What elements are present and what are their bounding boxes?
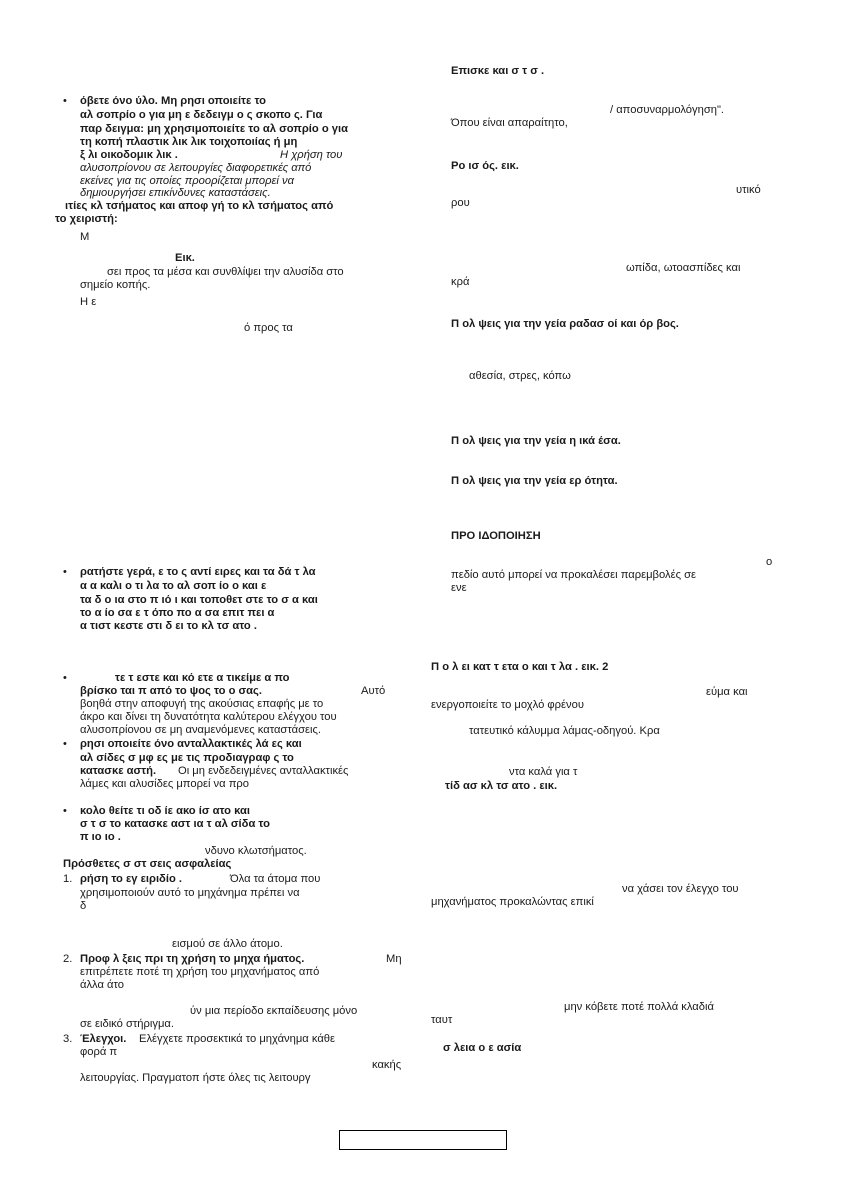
bullet1-line7: εκείνες για τις οποίες προορίζεται μπορεί να [80,175,294,187]
bullet3-line2b: Αυτό [361,685,386,697]
item2-number: 2. [63,953,73,965]
kickback-body-line4: σημείο κοπής. [80,279,151,291]
kickback-heading-line2: το χειριστή: [55,213,118,225]
right-line: ο [766,556,773,568]
bullet3-line5: αλυσοπρίονου σε μη αναμενόμενες καταστάσεις. [80,724,321,736]
bullet-marker: • [63,805,67,817]
bullet3-line1: τε τ εστε και κό ετε α τικείμε α πο [115,672,290,684]
bullet5-line2: σ τ σ το κατασκε αστ ια τ αλ σίδα το [80,818,270,830]
right-heading-kickback: τίδ ασ κλ τσ ατο . εικ. [445,780,558,792]
bullet4-line1: ρησι οποιείτε όνο ανταλλακτικές λά ες και [80,738,302,750]
right-heading-vibration-noise: Π ολ ψεις για την γεία ραδασ οί και όρ βος. [451,318,679,330]
right-line: υτικό [736,184,761,196]
kickback-body-line5: Η ε [80,296,97,308]
bullet1-line5a: ξ λι οικοδομικ λικ . [80,149,178,161]
item2-line3: άλλα άτο [80,979,125,991]
item1-line3: δ [80,900,87,912]
right-heading-maintenance: Επισκε και σ τ σ . [451,65,545,77]
bullet5-line1: κολο θείτε τι οδ ίε ακο ίσ ατο και [80,805,250,817]
item1-line1b: Όλα τα άτομα που [230,873,321,885]
right-line: να χάσει τον έλεγχο του [622,883,739,895]
right-line: ρου [451,197,470,209]
right-line: ταυτ [431,1014,453,1026]
right-heading-safety-work: σ λεια ο ε ασία [443,1042,522,1054]
bullet1-line5b: Η χρήση του [280,149,343,161]
bullet1-line4: τη κοπή πλαστικ λικ λικ τοιχοποιίας ή μη [80,136,298,148]
right-line: μην κόβετε ποτέ πολλά κλαδιά [564,1001,714,1013]
bullet2-line2: α α καλι ο τι λα το αλ σοπ ίο ο και ε [80,580,267,592]
right-heading-precautions-fig2: Π ο λ ει κατ τ ετα ο και τ λα . εικ. 2 [431,661,609,673]
bullet-marker: • [63,566,67,578]
item3-line3: κακής [372,1059,402,1071]
right-heading-chemicals: Π ολ ψεις για την γεία η ικά έσα. [451,435,621,447]
kickback-body-line2: Εικ. [175,252,195,264]
bullet4-line4: λάμες και αλυσίδες μπορεί να προ [80,778,250,790]
bullet-marker: • [63,672,67,684]
right-line: ωπίδα, ωτοασπίδες και [626,262,741,274]
bullet3-line4: άκρο και δίνει τη δυνατότητα καλύτερου ελέγχου του [80,711,337,723]
bullet2-line1: ρατήστε γερά, ε το ς αντί ειρες και τα δά τ λα [80,566,316,578]
item2-line4: ύν μια περίοδο εκπαίδευσης μόνο [190,1005,358,1017]
item3-line4: λειτουργίας. Πραγματοπ ήστε όλες τις λειτουργ [80,1072,311,1084]
right-line: / αποσυναρμολόγηση". [610,104,725,116]
right-line: εύμα και [706,686,748,698]
item2-line1b: Μη [386,953,402,965]
bullet4-line3a: κατασκε αστή. [80,765,157,777]
bullet-marker: • [63,738,67,750]
bullet2-line3: τα δ ο ια στο π ιό ι και τοποθετ στε το σ α και [80,594,318,606]
bullet5-line3: π ιο ιο . [80,831,121,843]
item3-line2: φορά π [80,1046,118,1058]
item3-line1a: Έλεγχοι. [80,1033,127,1045]
bullet4-line3b: Οι μη ενδεδειγμένες ανταλλακτικές [178,765,349,777]
kickback-body-line1: Μ [80,231,90,243]
bullet2-line5: α τιστ κεστε στι δ ει το κλ τσ ατο . [80,620,257,632]
right-heading-adjustment: Ρο ισ ός. εικ. [451,160,519,172]
bullet4-line2: αλ σίδες σ μφ ες με τις προδιαγραφ ς το [80,752,294,764]
kickback-heading-line1: ιτίες κλ τσήματος και αποφ γή το κλ τσήματος από [65,200,334,212]
kickback-body-line6: ό προς τα [244,322,293,334]
right-line: κρά [451,276,470,288]
item3-number: 3. [63,1033,73,1045]
bullet2-line4: το α ίο σα ε τ όπο πο α σα επιτ πει α [80,607,275,619]
bullet1-line2: αλ σοπρίο ο για μη ε δεδειγμ ο ς σκοπο ς. Για [80,109,323,121]
bullet3-line2a: βρίσκο ται π από το ψος το ο σας. [80,685,262,697]
right-line: ενε [451,582,467,594]
bullet1-line8: δημιουργήσει επικίνδυνες καταστάσεις. [80,187,271,199]
right-heading-warning: ΠΡΟ ΙΔΟΠΟΙΗΣΗ [451,530,541,542]
bullet-marker: • [63,95,67,107]
item1-line4: εισμού σε άλλο άτομο. [172,938,283,950]
item1-line2: χρησιμοποιούν αυτό το μηχάνημα πρέπει να [80,887,300,899]
page-number-box [339,1130,507,1150]
right-line: μηχανήματος προκαλώντας επικί [431,896,594,908]
right-line: ενεργοποιείτε το μοχλό φρένου [431,699,584,711]
right-heading-humidity: Π ολ ψεις για την γεία ερ ότητα. [451,475,618,487]
bullet1-line1: όβετε όνο ύλο. Μη ρησι οποιείτε το [80,95,266,107]
bullet5-line4: νδυνο κλωτσήματος. [205,845,307,857]
right-line: ντα καλά για τ [509,766,578,778]
item2-line2: επιτρέπετε ποτέ τη χρήση του μηχανήματος από [80,966,320,978]
item2-line1a: Προφ λ ξεις πρι τη χρήση το μηχα ήματος. [80,953,305,965]
item1-line1a: ρήση το εγ ειριδίο . [80,873,183,885]
bullet1-line6: αλυσοπρίονου σε λειτουργίες διαφορετικές από [80,162,312,174]
right-line: τατευτικό κάλυμμα λάμας-οδηγού. Κρα [469,725,660,737]
bullet3-line3: βοηθά στην αποφυγή της ακούσιας επαφής με το [80,698,324,710]
kickback-body-line3: σει προς τα μέσα και συνθλίψει την αλυσίδα στο [107,266,344,278]
right-line: πεδίο αυτό μπορεί να προκαλέσει παρεμβολές σε [451,569,696,581]
right-line: αθεσία, στρες, κόπω [469,370,571,382]
additional-safety-heading: Πρόσθετες σ στ σεις ασφαλείας [63,858,232,870]
item1-number: 1. [63,873,73,885]
item2-line5: σε ειδικό στήριγμα. [80,1018,174,1030]
item3-line1b: Ελέγχετε προσεκτικά το μηχάνημα κάθε [139,1033,336,1045]
right-line: Όπου είναι απαραίτητο, [451,117,568,129]
bullet1-line3: παρ δειγμα: μη χρησιμοποιείτε το αλ σοπρίο ο για [80,123,348,135]
